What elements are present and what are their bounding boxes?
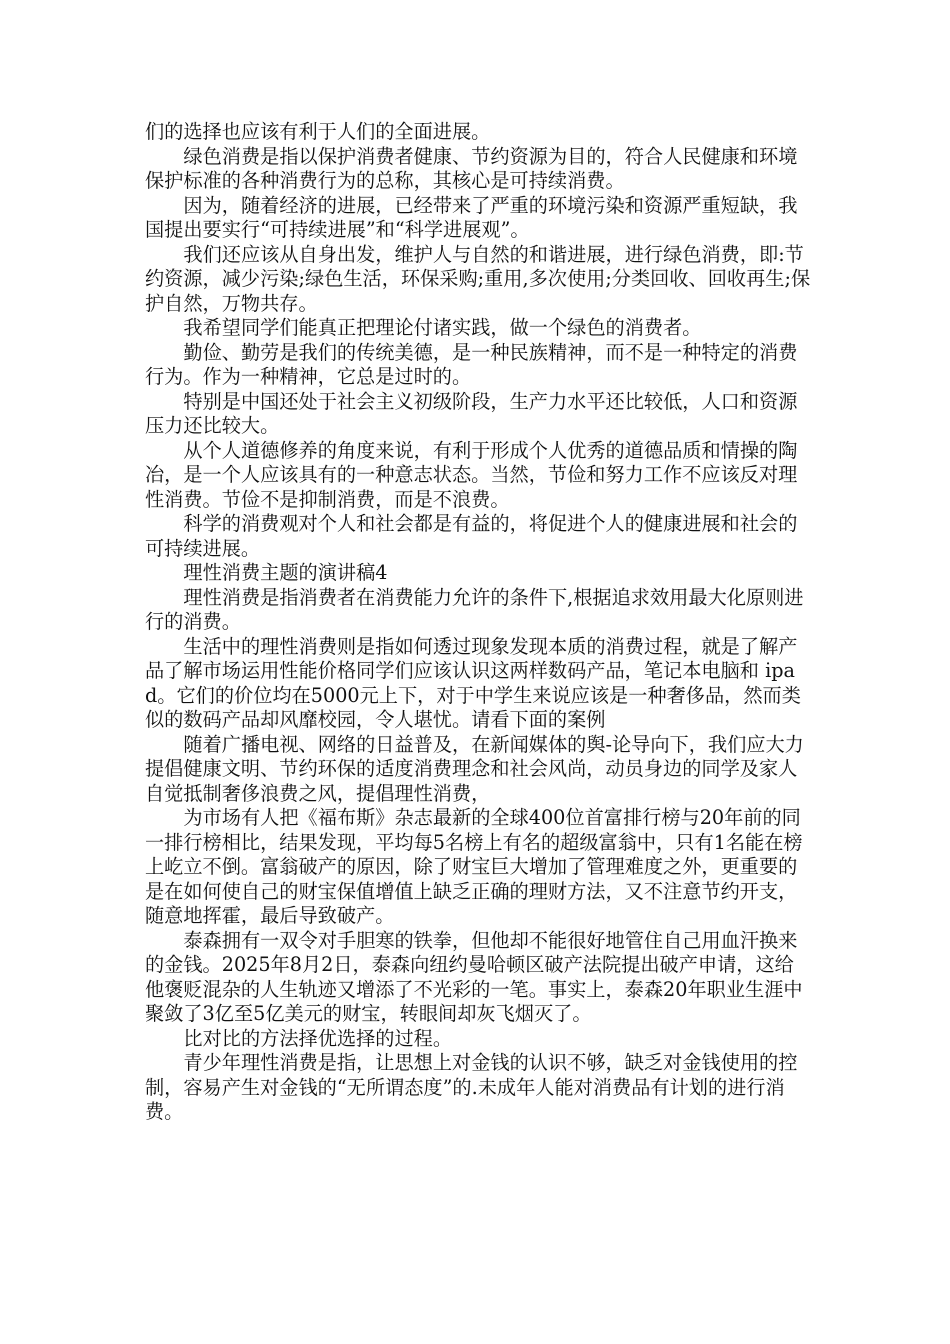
paragraph: 特别是中国还处于社会主义初级阶段，生产力水平还比较低，人口和资源压力还比较大。 (145, 389, 798, 437)
paragraph: 泰森拥有一双令对手胆寒的铁拳，但他却不能很好地管住自己用血汗换来的金钱。2025年8月2日，泰森向纽约曼哈顿区破产法院提出破产申请，这给他褒贬混杂的人生轨迹又增添了不光彩的一笔。事实上，泰森20年职业生涯中聚敛了3亿至5亿美元的财宝，转眼间却灰飞烟灭了。 (145, 928, 803, 1025)
paragraph: 比对比的方法择优选择的过程。 (183, 1026, 453, 1050)
paragraph: 科学的消费观对个人和社会都是有益的，将促进个人的健康进展和社会的可持续进展。 (145, 512, 798, 560)
paragraph: 我希望同学们能真正把理论付诸实践，做一个绿色的消费者。 (183, 316, 702, 339)
paragraph: 为市场有人把《福布斯》杂志最新的全球400位首富排行榜与20年前的同一排行榜相比，结果发现，平均每5名榜上有名的超级富翁中，只有1名能在榜上屹立不倒。富翁破产的原因，除了财宝巨大增加了管理难度之外，更重要的是在如何使自己的财宝保值增值上缺乏正确的理财方法，又不注意节约开支，随意地挥霍，最后导致破产。 (145, 806, 803, 927)
paragraph: 生活中的理性消费则是指如何透过现象发现本质的消费过程，就是了解产品了解市场运用性能价格同学们应该认识这两样数码产品，笔记本电脑和 ipad。它们的价位均在5000元上下，对于中学生来说应该是一种奢侈品，然而类似的数码产品却风靡校园，令人堪忧。请看下面的案例 (145, 634, 801, 731)
paragraph: 理性消费是指消费者在消费能力允许的条件下,根据追求效用最大化原则进行的消费。 (145, 585, 804, 633)
paragraph: 因为，随着经济的进展，已经带来了严重的环境污染和资源严重短缺，我国提出要实行“可持续进展”和“科学进展观”。 (145, 193, 798, 241)
paragraph: 绿色消费是指以保护消费者健康、节约资源为目的，符合人民健康和环境保护标准的各种消费行为的总称，其核心是可持续消费。 (145, 144, 798, 192)
paragraph: 们的选择也应该有利于人们的全面进展。 (145, 120, 491, 143)
paragraph: 青少年理性消费是指，让思想上对金钱的认识不够，缺乏对金钱使用的控制，容易产生对金钱的“无所谓态度”的.未成年人能对消费品有计划的进行消费。 (145, 1051, 798, 1123)
paragraph: 勤俭、勤劳是我们的传统美德，是一种民族精神，而不是一种特定的消费行为。作为一种精神，它总是过时的。 (145, 340, 798, 388)
paragraph: 我们还应该从自身出发，维护人与自然的和谐进展，进行绿色消费，即:节约资源，减少污染;绿色生活，环保采购;重用,多次使用;分类回收、回收再生;保护自然，万物共存。 (145, 242, 811, 315)
paragraph: 随着广播电视、网络的日益普及，在新闻媒体的舆-论导向下，我们应大力提倡健康文明、节约环保的适度消费理念和社会风尚，动员身边的同学及家人自觉抵制奢侈浪费之风，提倡理性消费， (145, 732, 804, 805)
section-heading: 理性消费主题的演讲稿4 (183, 561, 388, 584)
paragraph: 从个人道德修养的角度来说，有利于形成个人优秀的道德品质和情操的陶冶，是一个人应该具有的一种意志状态。当然，节俭和努力工作不应该反对理性消费。节俭不是抑制消费，而是不浪费。 (145, 438, 798, 511)
document-body (145, 120, 813, 1125)
